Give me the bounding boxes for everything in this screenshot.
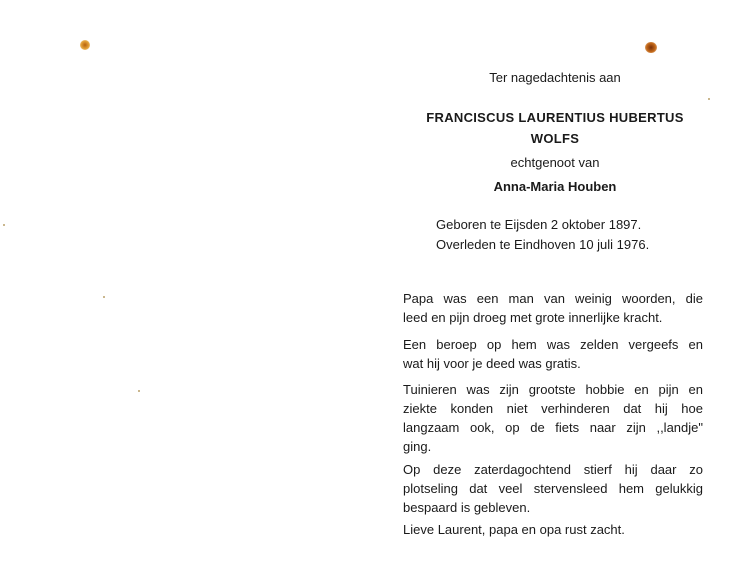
paragraph-line: langzaam ook, op de fiets naar zijn ,,landje"	[403, 420, 703, 435]
deceased-name-line2: WOLFS	[530, 131, 580, 146]
spouse-name: Anna-Maria Houben	[493, 179, 617, 194]
paragraph	[403, 289, 703, 327]
spouse-label: echtgenoot van	[510, 155, 600, 170]
speck	[3, 224, 5, 226]
deceased-name-line1: FRANCISCUS LAURENTIUS HUBERTUS	[426, 110, 684, 125]
death-line: Overleden te Eindhoven 10 juli 1976.	[436, 237, 650, 252]
paragraph-line: Tuinieren was zijn grootste hobbie en pijn en	[403, 382, 703, 397]
paragraph-line: ziekte konden niet verhinderen dat hij hoe	[403, 401, 703, 416]
memorial-intro: Ter nagedachtenis aan	[489, 70, 621, 85]
paragraph-line: Lieve Laurent, papa en opa rust zacht.	[403, 522, 625, 537]
birth-line: Geboren te Eijsden 2 oktober 1897.	[436, 217, 642, 232]
paragraph-line: plotseling dat veel stervensleed hem gelukkig	[403, 481, 703, 496]
paragraph-line: ging.	[403, 439, 432, 454]
speck	[138, 390, 140, 392]
paragraph-line: wat hij voor je deed was gratis.	[403, 356, 581, 371]
paragraph-line: bespaard is gebleven.	[403, 500, 531, 515]
paragraph	[403, 380, 703, 456]
paragraph	[403, 520, 703, 539]
paragraph-line: Papa was een man van weinig woorden, die	[403, 291, 703, 306]
speck	[103, 296, 105, 298]
stain-mark	[645, 42, 657, 53]
paragraph	[403, 335, 703, 373]
paragraph	[403, 460, 703, 517]
paragraph-line: Op deze zaterdagochtend stierf hij daar zo	[403, 462, 703, 477]
paragraph-line: leed en pijn droeg met grote innerlijke kracht.	[403, 310, 663, 325]
paragraph-line: Een beroep op hem was zelden vergeefs en	[403, 337, 703, 352]
speck	[708, 98, 710, 100]
stain-mark	[80, 40, 90, 50]
